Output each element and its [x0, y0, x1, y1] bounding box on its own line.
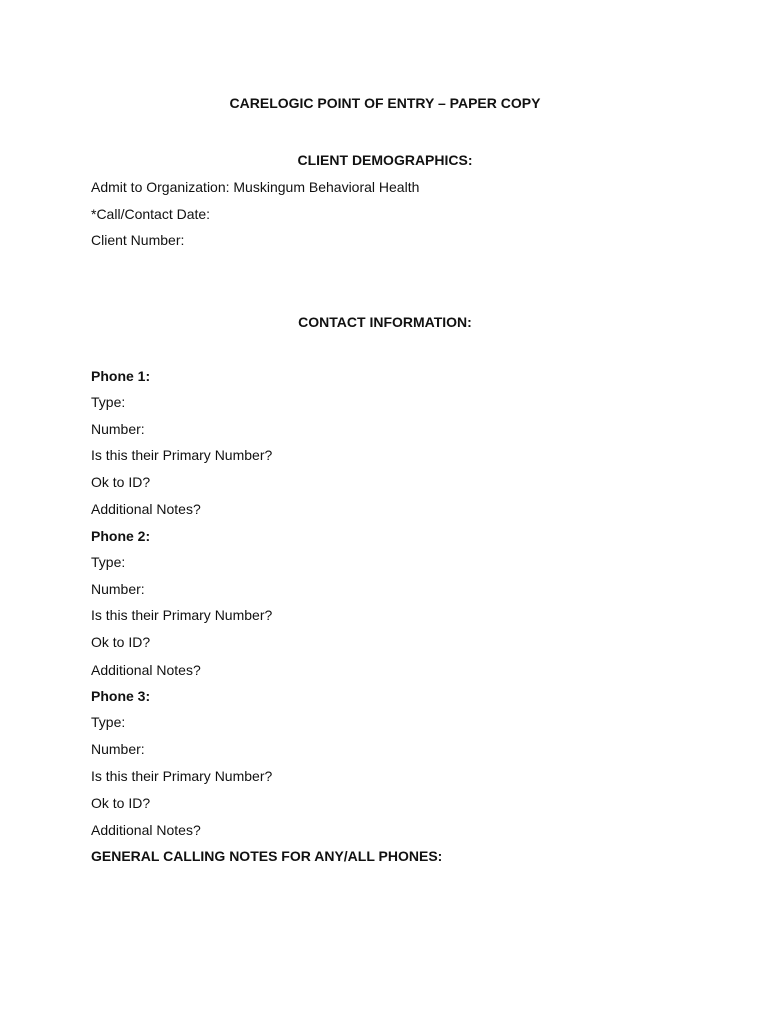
- phone-2-type-field: Type:: [91, 554, 126, 570]
- client-demographics-heading: CLIENT DEMOGRAPHICS:: [297, 152, 473, 168]
- phone-1-primary-field: Is this their Primary Number?: [91, 447, 273, 463]
- phone-1-ok-to-id-field: Ok to ID?: [91, 474, 151, 490]
- phone-1-notes-field: Additional Notes?: [91, 501, 201, 517]
- phone-3-type-field: Type:: [91, 714, 126, 730]
- phone-1-type-field: Type:: [91, 394, 126, 410]
- document-title: CARELOGIC POINT OF ENTRY – PAPER COPY: [229, 95, 541, 111]
- phone-3-ok-to-id-field: Ok to ID?: [91, 795, 151, 811]
- phone-1-label: Phone 1:: [91, 368, 151, 384]
- phone-3-notes-field: Additional Notes?: [91, 822, 201, 838]
- phone-2-label: Phone 2:: [91, 528, 151, 544]
- phone-2-number-field: Number:: [91, 581, 145, 597]
- phone-2-notes-field: Additional Notes?: [91, 662, 201, 678]
- phone-3-number-field: Number:: [91, 741, 145, 757]
- admit-organization-field: Admit to Organization: Muskingum Behavioral Health: [91, 179, 420, 195]
- phone-1-number-field: Number:: [91, 421, 145, 437]
- phone-2-primary-field: Is this their Primary Number?: [91, 607, 273, 623]
- client-number-field: Client Number:: [91, 232, 185, 248]
- phone-2-ok-to-id-field: Ok to ID?: [91, 634, 151, 650]
- contact-information-heading: CONTACT INFORMATION:: [298, 314, 472, 330]
- phone-3-label: Phone 3:: [91, 688, 151, 704]
- general-calling-notes-heading: GENERAL CALLING NOTES FOR ANY/ALL PHONES:: [91, 848, 443, 864]
- call-contact-date-field: *Call/Contact Date:: [91, 206, 211, 222]
- phone-3-primary-field: Is this their Primary Number?: [91, 768, 273, 784]
